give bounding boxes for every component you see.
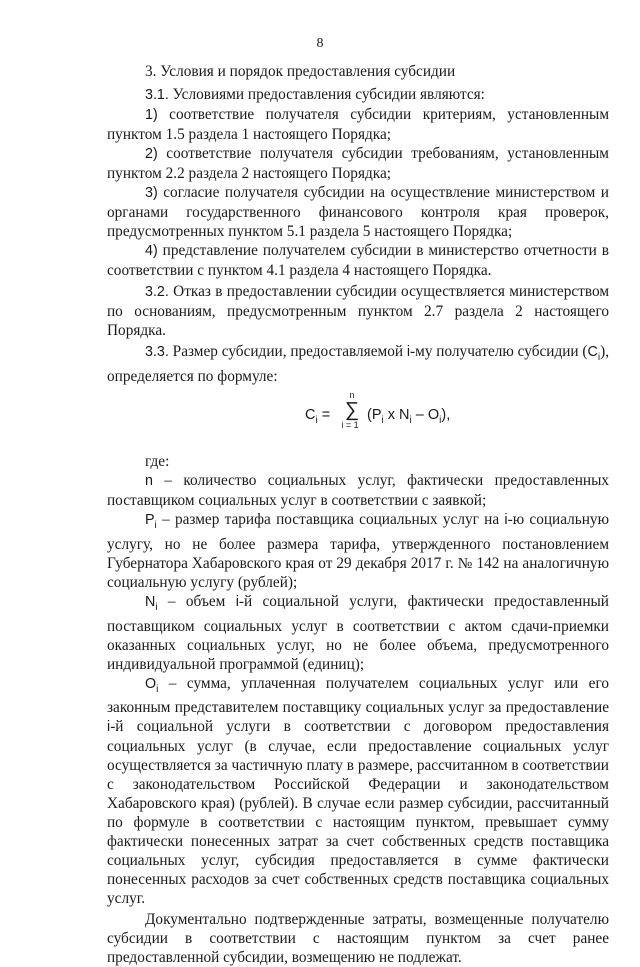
- formula-term: x N: [383, 406, 410, 423]
- condition-item-4: [107, 241, 609, 280]
- formula-subscript: i: [409, 414, 412, 426]
- symbol-subscript: i: [154, 519, 157, 531]
- item-text: соответствие получателя субсидии требованиям, установленным пунктом 2.2 раздела 2 настоящего Порядка;: [107, 145, 609, 182]
- summation: [341, 390, 363, 430]
- clause-text: Отказ в предоставлении субсидии осуществляется министерством по основаниям, предусмотренным пунктом 2.7 раздела 2 настоящего Порядка.: [107, 283, 609, 339]
- formula-equals: =: [317, 406, 331, 423]
- definition-text: -ю социальную услугу, но не более размера тарифа, утвержденного постановлением Губернатора Хабаровского края от 29 декабря 2017 г. № 142 на аналогичную социальную услугу (рублей);: [107, 510, 610, 591]
- definition-n-i: [107, 592, 609, 674]
- clause-number: 3.3.: [145, 344, 169, 360]
- item-text: согласие получателя субсидии на осуществление министерством и органами государственного финансового контроля края проверок, предусмотренных пунктом 5.1 раздела 5 настоящего Порядка;: [107, 184, 609, 240]
- clause-3-1: [107, 85, 609, 105]
- clause-number: 3.2.: [145, 284, 169, 300]
- definition-symbol: [145, 511, 157, 531]
- definition-text: – объем: [157, 592, 236, 610]
- item-number: 2): [145, 146, 158, 162]
- symbol-subscript: i: [155, 601, 158, 613]
- definition-symbol: n: [145, 472, 153, 489]
- clause-text: Размер субсидии, предоставляемой: [168, 343, 407, 360]
- definition-o: [107, 674, 609, 909]
- definition-symbol: [145, 675, 159, 695]
- formula-lhs: [305, 406, 330, 430]
- item-number: 3): [145, 185, 158, 201]
- item-number: 4): [145, 243, 158, 259]
- formula-subscript: i: [439, 414, 442, 426]
- index-symbol: i: [406, 344, 411, 360]
- condition-item-2: [107, 144, 609, 183]
- definition-text: – сумма, уплаченная получателем социальных услуг или его законным представителем поставщику социальных услуг за предоставление: [107, 674, 609, 717]
- formula-subscript: i: [315, 414, 318, 426]
- index-symbol: i: [235, 593, 239, 610]
- document-body: [107, 56, 609, 967]
- clause-number: 3.1.: [145, 87, 169, 103]
- formula-term: – O: [411, 406, 440, 423]
- condition-item-1: [107, 105, 609, 144]
- clause-3-3: [107, 342, 609, 386]
- definition-text: – размер тарифа поставщика социальных услуг на: [156, 510, 505, 528]
- definition-symbol: [145, 593, 158, 613]
- formula-term: (P: [367, 406, 382, 423]
- sigma-icon: ∑: [344, 398, 360, 421]
- item-number: 1): [145, 107, 158, 123]
- symbol-subscript: i: [597, 351, 601, 363]
- symbol-letter: P: [145, 511, 155, 528]
- sum-upper-limit: n: [349, 389, 355, 400]
- formula-symbol: C: [305, 406, 316, 423]
- definition-text: -й социальной услуги в соответствии с договором предоставления социальных услуг (в случае, если предоставление социальных услуг осуществляется за частичную плату в размере, рассчитанном в соответствии с законодательством Российской Федерации и законодательством Хабаровского края) (рублей). В случае если размер субсидии, рассчитанный по формуле в соответствии с настоящим пунктом, превышает сумму фактически понесенных затрат за счет собственных средств поставщика социальных услуг, субсидия предоставляется в сумме фактически понесенных расходов за счет собственных средств поставщика социальных услуг.: [107, 718, 609, 908]
- subsidy-symbol: [587, 344, 601, 363]
- clause-3-2: [107, 282, 609, 340]
- item-text: соответствие получателя субсидии критериям, установленным пунктом 1.5 раздела 1 настоящего Порядка;: [107, 106, 609, 143]
- definition-text: – количество социальных услуг, фактически предоставленных поставщиком социальных услуг в соответствии с заявкой;: [107, 471, 609, 509]
- index-symbol: i: [504, 511, 508, 528]
- item-text: представление получателем субсидии в министерство отчетности в соответствии с пунктом 4.1 раздела 4 настоящего Порядка.: [107, 242, 609, 279]
- definition-n: [107, 471, 609, 510]
- symbol-letter: C: [587, 344, 598, 360]
- formula-rhs: [367, 406, 450, 430]
- symbol-letter: O: [145, 675, 157, 692]
- where-label: где:: [145, 452, 170, 470]
- definition-p: [107, 510, 609, 592]
- definition-text: -й социальной услуги, фактически предоставленный поставщиком социальных услуг в соответствии с актом сдачи-приемки оказанных социальных услуг, но не более объема, предусмотренного индивидуальной программой (единиц);: [107, 592, 609, 673]
- index-symbol: i: [107, 719, 111, 736]
- clause-text: Условиями предоставления субсидии являются:: [168, 86, 485, 103]
- section-heading: 3. Условия и порядок предоставления субсидии: [145, 63, 456, 80]
- symbol-subscript: i: [156, 683, 159, 695]
- formula-subscript: i: [381, 414, 384, 426]
- formula-term: ),: [441, 406, 451, 423]
- subsidy-formula: [107, 390, 609, 444]
- page-number: 8: [316, 36, 324, 51]
- clause-text: ), определяется по формуле:: [107, 343, 610, 385]
- final-paragraph: Документально подтвержденные затраты, возмещенные получателю субсидии в соответствии с настоящим пунктом за счет ранее предоставленной субсидии, возмещению не подлежат.: [107, 911, 609, 967]
- symbol-letter: N: [145, 593, 156, 610]
- clause-text: -му получателю субсидии (: [410, 343, 588, 360]
- sum-lower-limit: i = 1: [341, 419, 359, 430]
- condition-item-3: [107, 183, 609, 241]
